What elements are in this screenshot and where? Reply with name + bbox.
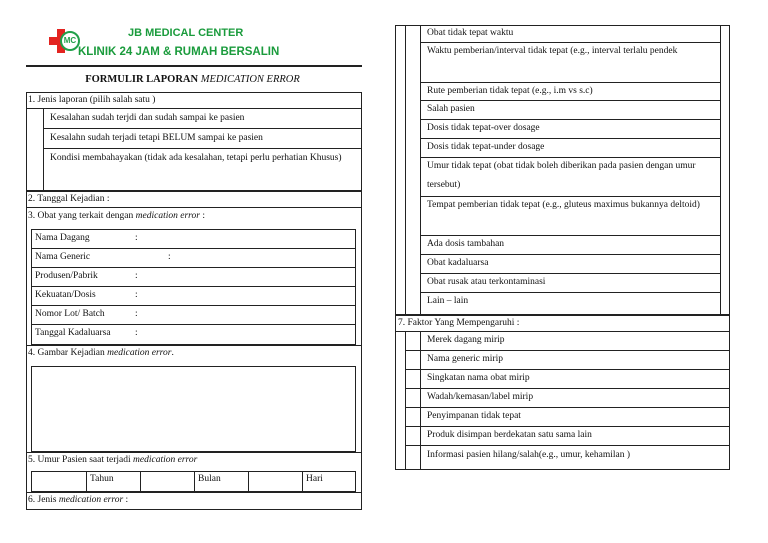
error-type-option[interactable]: Obat kadaluarsa (427, 258, 489, 268)
error-type-option[interactable]: Ada dosis tambahan (427, 239, 505, 249)
form-title: FORMULIR LAPORAN MEDICATION ERROR (85, 74, 300, 85)
section-7-label: 7. Faktor Yang Mempengaruhi : (398, 318, 520, 328)
divider (420, 292, 720, 293)
divider (26, 190, 362, 192)
divider (420, 82, 720, 83)
divider (420, 254, 720, 255)
divider (26, 492, 362, 493)
divider (302, 471, 303, 492)
drug-field-separator: : (168, 252, 171, 262)
error-type-option[interactable]: Salah pasien (427, 104, 475, 114)
divider (140, 471, 141, 492)
section-6-label: 6. Jenis medication error : (28, 495, 129, 505)
divider (194, 471, 195, 492)
factor-option[interactable]: Singkatan nama obat mirip (427, 373, 530, 383)
drug-field-label: Tanggal Kadaluarsa (35, 328, 111, 338)
divider (26, 207, 362, 208)
drug-field-separator: : (135, 271, 138, 281)
error-type-option[interactable]: Umur tidak tepat (obat tidak boleh diberikan pada pasien dengan umur tersebut) (427, 161, 696, 190)
drug-field-label: Nama Dagang (35, 233, 90, 243)
factor-option[interactable]: Informasi pasien hilang/salah(e.g., umur, kehamilan ) (427, 450, 631, 460)
divider (31, 286, 356, 287)
divider (420, 235, 720, 236)
divider (43, 108, 44, 190)
divider (26, 108, 362, 109)
report-type-option[interactable]: Kondisi membahayakan (tidak ada kesalahan, tetapi perlu perhatian Khusus) (50, 153, 342, 163)
header-divider (26, 65, 362, 67)
divider (420, 331, 421, 470)
age-unit-months: Bulan (198, 474, 221, 484)
drug-field-separator: : (135, 233, 138, 243)
section-5-label: 5. Umur Pasien saat terjadi medication error (28, 455, 198, 465)
divider (31, 324, 356, 325)
divider (26, 345, 362, 346)
error-type-option[interactable]: Waktu pemberian/interval tidak tepat (e.g., interval terlalu pendek (427, 46, 678, 56)
divider (31, 248, 356, 249)
drug-field-separator: : (135, 290, 138, 300)
divider (31, 305, 356, 306)
divider (420, 119, 720, 120)
error-type-option[interactable]: Obat rusak atau terkontaminasi (427, 277, 546, 287)
divider (405, 350, 730, 351)
drug-field-label: Nama Generic (35, 252, 91, 262)
error-type-option[interactable]: Obat tidak tepat waktu (427, 28, 514, 38)
age-unit-days: Hari (306, 474, 323, 484)
divider (420, 100, 720, 101)
divider (86, 471, 87, 492)
center-name: JB MEDICAL CENTER (128, 27, 244, 39)
divider (26, 452, 362, 453)
drug-field-label: Kekuatan/Dosis (35, 290, 96, 300)
drug-field-label: Produsen/Pabrik (35, 271, 98, 281)
divider (420, 25, 421, 315)
error-type-option[interactable]: Dosis tidak tepat-over dosage (427, 123, 540, 133)
section-1-label: 1. Jenis laporan (pilih salah satu ) (28, 95, 156, 105)
divider (720, 25, 721, 315)
clinic-subtitle: KLINIK 24 JAM & RUMAH BERSALIN (78, 46, 280, 58)
divider (420, 273, 720, 274)
factor-option[interactable]: Nama generic mirip (427, 354, 503, 364)
drug-field-label: Nomor Lot/ Batch (35, 309, 105, 319)
drug-field-separator: : (135, 309, 138, 319)
divider (405, 331, 406, 470)
divider (31, 267, 356, 268)
divider (405, 445, 730, 446)
factor-option[interactable]: Wadah/kemasan/label mirip (427, 392, 534, 402)
factor-option[interactable]: Merek dagang mirip (427, 335, 505, 345)
drug-field-separator: : (135, 328, 138, 338)
incident-description-box[interactable] (31, 366, 356, 452)
divider (43, 128, 362, 129)
divider (405, 388, 730, 389)
section-4-label: 4. Gambar Kejadian medication error. (28, 348, 174, 358)
section-2-label: 2. Tanggal Kejadian : (28, 194, 110, 204)
error-type-option[interactable]: Lain – lain (427, 296, 469, 306)
mc-logo-badge: MC (60, 31, 80, 51)
section-3-label: 3. Obat yang terkait dengan medication error : (28, 211, 205, 221)
divider (405, 25, 406, 315)
divider (248, 471, 249, 492)
factor-option[interactable]: Penyimpanan tidak tepat (427, 411, 521, 421)
report-type-option[interactable]: Kesalahan sudah terjdi dan sudah sampai ke pasien (50, 113, 245, 123)
divider (395, 331, 730, 332)
divider (405, 407, 730, 408)
factor-option[interactable]: Produk disimpan berdekatan satu sama lain (427, 430, 592, 440)
divider (405, 426, 730, 427)
divider (405, 369, 730, 370)
error-type-option[interactable]: Tempat pemberian tidak tepat (e.g., gluteus maximus bukannya deltoid) (427, 200, 700, 210)
error-type-option[interactable]: Dosis tidak tepat-under dosage (427, 142, 545, 152)
divider (420, 138, 720, 139)
report-type-option[interactable]: Kesalahn sudah terjadi tetapi BELUM sampai ke pasien (50, 133, 263, 143)
age-unit-years: Tahun (90, 474, 114, 484)
error-type-option[interactable]: Rute pemberian tidak tepat (e.g., i.m vs s.c) (427, 86, 593, 96)
